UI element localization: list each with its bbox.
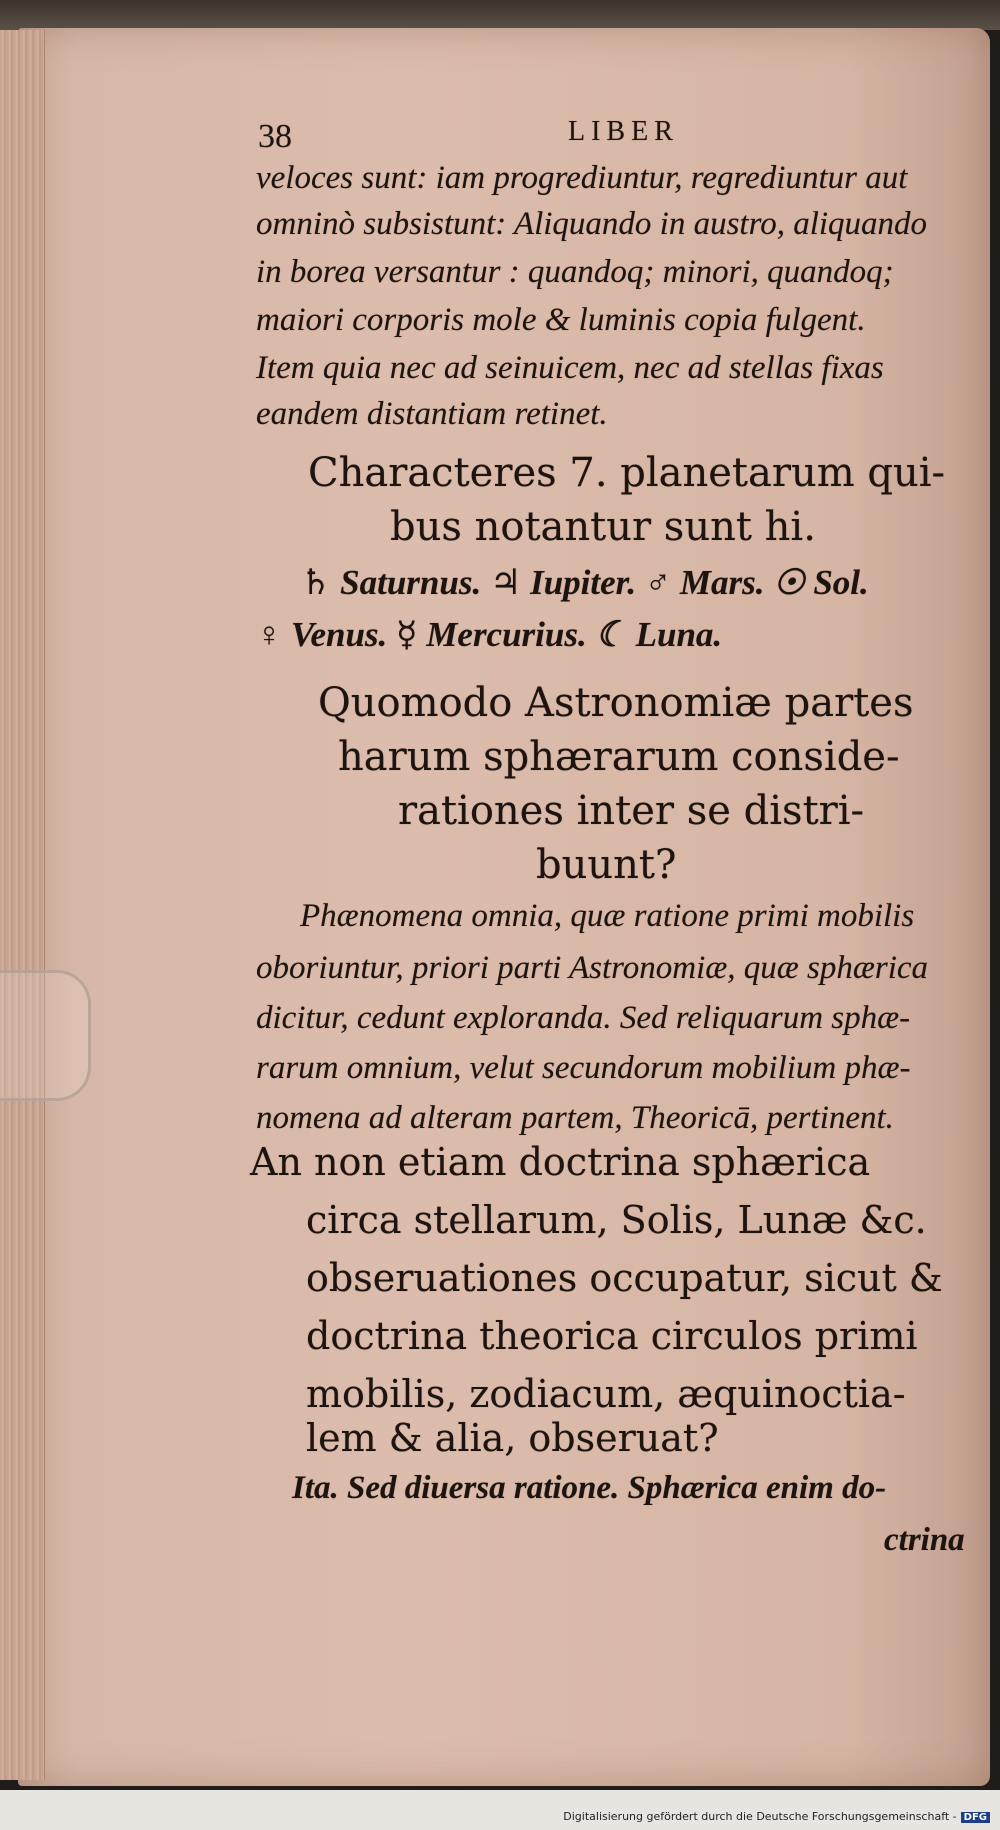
text-line: omninò subsistunt: Aliquando in austro, aliquando <box>256 206 928 242</box>
digitization-credit <box>563 1810 990 1823</box>
question-heading-line: Characteres 7. planetarum qui- <box>308 450 946 496</box>
text-line: eandem distantiam retinet. <box>256 396 608 432</box>
question-line: An non etiam doctrina sphærica <box>250 1140 871 1184</box>
catchword: ctrina <box>884 1522 965 1558</box>
question-line: mobilis, zodiacum, æquinoctia- <box>306 1372 906 1416</box>
question-line: obseruationes occupatur, sicut & <box>306 1256 943 1300</box>
text-line: oboriuntur, priori parti Astronomiæ, quæ sphærica <box>256 950 929 986</box>
question-line: doctrina theorica circulos primi <box>306 1314 918 1358</box>
question-heading-line: Quomodo Astronomiæ partes <box>318 680 914 726</box>
text-line: in borea versantur : quandoq; minori, quandoq; <box>256 254 894 290</box>
text-line: veloces sunt: iam progrediuntur, regrediuntur aut <box>256 160 908 196</box>
text-line: Item quia nec ad seinuicem, nec ad stellas fixas <box>256 350 884 386</box>
text-line: Phænomena omnia, quæ ratione primi mobilis <box>300 898 915 934</box>
planet-symbols-line: ♄ Saturnus. ♃ Iupiter. ♂ Mars. ☉ Sol. <box>300 563 869 602</box>
question-heading-line: rationes inter se distri- <box>398 788 865 834</box>
credit-text: Digitalisierung gefördert durch die Deutsche Forschungsgemeinschaft - <box>563 1810 957 1823</box>
running-head: LIBER <box>568 116 679 147</box>
page-clip <box>0 970 91 1101</box>
question-heading-line: buunt? <box>536 842 677 888</box>
text-line: dicitur, cedunt exploranda. Sed reliquarum sphæ- <box>256 1000 911 1036</box>
text-line: rarum omnium, velut secundorum mobilium phæ- <box>256 1050 911 1086</box>
question-heading-line: bus notantur sunt hi. <box>390 504 816 550</box>
page-number: 38 <box>258 118 292 155</box>
question-heading-line: harum sphærarum conside- <box>338 734 900 780</box>
text-line: Ita. Sed diuersa ratione. Sphærica enim do- <box>292 1470 887 1506</box>
page-edges-stack <box>0 30 45 1780</box>
dfg-logo: DFG <box>961 1812 990 1823</box>
planet-symbols-line: ♀ Venus. ☿ Mercurius. ☾ Luna. <box>256 615 723 654</box>
text-line: nomena ad alteram partem, Theoricā, pertinent. <box>256 1100 894 1136</box>
text-line: maiori corporis mole & luminis copia fulgent. <box>256 302 866 338</box>
question-line: lem & alia, obseruat? <box>306 1416 719 1460</box>
question-line: circa stellarum, Solis, Lunæ &c. <box>306 1198 927 1242</box>
scanner-background-top <box>0 0 1000 30</box>
